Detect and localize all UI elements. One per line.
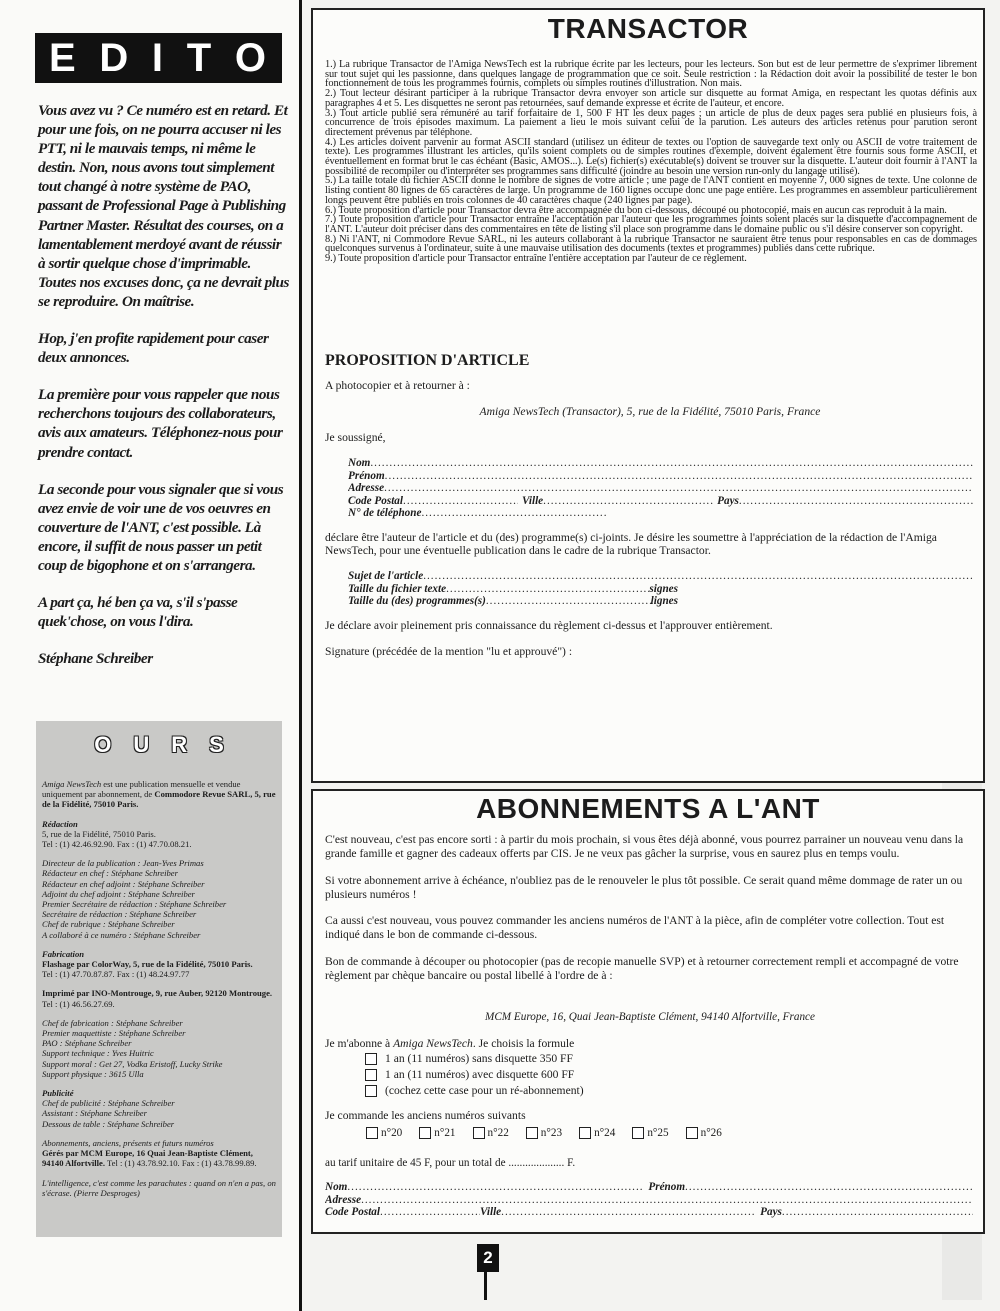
- checkbox[interactable]: [365, 1069, 377, 1081]
- edito-letter: T: [186, 35, 214, 80]
- ours-line: Directeur de la publication : Jean-Yves Primas: [42, 858, 204, 869]
- field-label: Pays: [760, 1206, 782, 1219]
- ours-line: Imprimé par INO-Montrouge, 9, rue Auber, 92120 Montrouge.: [42, 988, 273, 999]
- issue-checkbox[interactable]: [579, 1127, 615, 1139]
- ours-line: Abonnements, anciens, présents et futurs numéros: [42, 1137, 214, 1148]
- ours-line: 5, rue de la Fidélité, 75010 Paris.: [42, 828, 156, 839]
- sujet-field[interactable]: [348, 570, 973, 583]
- transactor-rules: [325, 60, 977, 264]
- field-label: Ville: [480, 1206, 502, 1219]
- rule: 9.) Toute proposition d'article pour Transactor entraîne l'entière acceptation par l'auteur de ce règlement.: [325, 253, 747, 265]
- taille-texte-field[interactable]: [348, 583, 678, 596]
- edito-paragraph: Vous avez vu ? Ce numéro est en retard. Et pour une fois, on ne pourra accuser ni les PTT, ni le mauvais temps, ni même le destin. Non, nous avons tout simplement tout changé à notre système de PAO, passant de Professional Page à Publishing Partner Master. Résultat des courses, on a lamentablement merdoyé avant de réussir à sortir quelque chose d'imprimable. Toutes nos excuses donc, ça ne devrait plus se reproduire. On maîtrise.: [38, 102, 289, 310]
- cp-ville-pays-field[interactable]: [325, 1206, 973, 1219]
- soussigne-label: Je soussigné,: [325, 431, 386, 444]
- abonnement-form: [325, 1181, 973, 1219]
- abonnements-paragraph: Si votre abonnement arrive à échéance, n'oubliez pas de le renouveler le plus tôt possible. Ce serait quand même dommage de rater un ou plusieurs numéros !: [325, 873, 963, 901]
- ours-line: Support technique : Yves Huitric: [42, 1048, 154, 1059]
- abonne-label: [325, 1037, 574, 1050]
- checkbox[interactable]: [366, 1127, 378, 1139]
- declaration-reglement: Je déclare avoir pleinement pris connaissance du règlement ci-dessus et l'approuver entièrement.: [325, 619, 773, 632]
- ours-chef: [42, 1018, 276, 1079]
- issue-checkbox[interactable]: [686, 1127, 722, 1139]
- rule: 1.) La rubrique Transactor de l'Amiga NewsTech est la rubrique écrite par les lecteurs, pour les lecteurs. Son but est de leur permettre de s'exprimer librement sur tout sujet qui les passionne, dans quelques langage de programmation que ce soit. Seule restriction : la Rédaction doit avoir la possibilité de tester le bon fonctionnement de tous les programmes fournis, complets ou simples routines d'illustration. Non mais.: [325, 59, 977, 90]
- rule: 2.) Tout lecteur désirant participer à la rubrique Transactor devra envoyer son article sur disquette au format Amiga, en respectant les quotas définis aux paragraphes 4 et 5. Les disquettes ne seront pas retournées, sauf demande expresse et écrite de l'auteur, et encore.: [325, 88, 977, 109]
- ours-line: Adjoint du chef adjoint : Stéphane Schreiber: [42, 888, 195, 899]
- unit-label: lignes: [650, 595, 678, 607]
- edito-paragraph: La première pour vous rappeler que nous recherchons toujours des collaborateurs, avis aux amateurs. Téléphonez-nous pour prendre contact.: [38, 386, 283, 461]
- field-label: Prénom: [648, 1181, 686, 1193]
- transactor-address: Amiga NewsTech (Transactor), 5, rue de la Fidélité, 75010 Paris, France: [479, 405, 821, 418]
- ours-line: Tel : (1) 47.70.87.87. Fax : (1) 48.24.97.77: [42, 969, 190, 980]
- checkbox[interactable]: [419, 1127, 431, 1139]
- ours-redaction: [42, 819, 276, 850]
- tarif-line: au tarif unitaire de 45 F, pour un total de .................... F.: [325, 1157, 576, 1169]
- issue-label: n°24: [594, 1127, 616, 1139]
- rule: 7.) Toute proposition d'article pour Transactor entraîne l'acceptation par l'auteur que les programmes joints soient placés sur la disquette d'accompagnement de l'ANT. L'auteur doit préciser dans des commentaires en tête de listing s'il place son programme dans le domaine public ou s'il désire conserver son copyright.: [325, 214, 977, 235]
- checkbox[interactable]: [365, 1053, 377, 1065]
- field-label: Ville: [522, 494, 544, 507]
- ours-line: Secrétaire de rédaction : Stéphane Schreiber: [42, 909, 197, 920]
- abonnements-paragraph: Bon de commande à découper ou photocopier (pas de recopie manuelle SVP) et à retourner correctement rempli et accompagné de votre règlement par chèque bancaire ou postal libellé à l'ordre de à :: [325, 954, 959, 983]
- ours-quote-text: L'intelligence, c'est comme les parachutes : quand on n'en a pas, on s'écrase. (Pierre Desproges): [42, 1177, 276, 1198]
- nom-prenom-field[interactable]: [325, 1181, 973, 1194]
- ours-line: Flashage par ColorWay, 5, rue de la Fidélité, 75010 Paris.: [42, 959, 253, 970]
- issue-checkbox[interactable]: [526, 1127, 562, 1139]
- rule: 3.) Tout article publié sera rémunéré au tarif forfaitaire de 1, 500 F HT les deux pages ; un article de plus de deux pages sera publié en plusieurs fois, à concurrence de trois épisodes maximum. La paiement a lieu le mois suivant celui de la parution. Les auteurs des articles retenus pour parution seront directement prévenus par téléphone.: [325, 107, 977, 138]
- ours-line: A collaboré à ce numéro : Stéphane Schreiber: [42, 929, 201, 940]
- checkbox[interactable]: [686, 1127, 698, 1139]
- ours-line: Premier maquettiste : Stéphane Schreiber: [42, 1028, 186, 1039]
- mcm-address: MCM Europe, 16, Quai Jean-Baptiste Clément, 94140 Alfortville, France: [485, 1011, 815, 1023]
- ours-letter: S: [209, 732, 224, 757]
- checkbox[interactable]: [526, 1127, 538, 1139]
- ours-line: Rédacteur en chef adjoint : Stéphane Schreiber: [42, 878, 205, 889]
- adresse-field[interactable]: [348, 482, 973, 495]
- rule: 8.) Ni l'ANT, ni Commodore Revue SARL, ni les auteurs collaborant à la rubrique Transactor ne sauraient être tenus pour responsables en cas de dommages quelconques survenus à l'ordinateur, suite à une mauvaise utilisation des documents (textes et programmes) publiés dans cette rubrique.: [325, 233, 977, 255]
- issue-label: n°20: [381, 1127, 403, 1139]
- abonnements-paragraph: Ca aussi c'est nouveau, vous pouvez commander les anciens numéros de l'ANT à la pièce, afin de compléter votre collection. Tout est indiqué dans le bon de commande ci-dessous.: [325, 914, 945, 942]
- issue-checkbox[interactable]: [632, 1127, 668, 1139]
- edito-paragraph: A part ça, hé ben ça va, s'il s'passe quek'chose, on vous l'dira.: [38, 594, 238, 631]
- ours-fabrication-title: Fabrication: [42, 948, 85, 959]
- declaration: déclare être l'auteur de l'article et du (des) programme(s) ci-joints. Je désire les soumettre à l'appréciation de la rédaction de l'Amiga NewsTech, pour une éventuelle publication dans le cadre de la rubrique Transactor.: [325, 531, 937, 558]
- edito-paragraph: Hop, j'en profite rapidement pour caser deux annonces.: [38, 330, 269, 367]
- ours-publicite: [42, 1088, 276, 1129]
- ours-fabrication: [42, 949, 276, 980]
- ours-publicite-title: Publicité: [42, 1088, 74, 1099]
- photocopy-note: A photocopier et à retourner à :: [325, 379, 470, 392]
- edito-paragraph: La seconde pour vous signaler que si vous avez envie de voir une de vos oeuvres en couverture de l'ANT, c'est possible. Là encore, il suffit de nous passer un petit coup de bigophone et on s'arrangera.: [38, 480, 284, 574]
- field-label: Sujet de l'article: [348, 570, 424, 582]
- unit-label: signes: [649, 582, 678, 595]
- field-label: Prénom: [348, 469, 385, 482]
- option-label: 1 an (11 numéros) sans disquette 350 FF: [385, 1052, 573, 1065]
- ours-intro-company: Commodore Revue SARL, 5, rue de la Fidélité, 75010 Paris.: [42, 789, 276, 810]
- taille-programmes-field[interactable]: [348, 595, 678, 608]
- signature-label: Signature (précédée de la mention "lu et approuvé") :: [325, 645, 573, 658]
- edito-heading: [35, 33, 282, 83]
- edito-signature: Stéphane Schreiber: [38, 650, 153, 668]
- issue-label: n°22: [487, 1127, 509, 1139]
- telephone-field[interactable]: [348, 507, 608, 520]
- abonnements-box: [311, 789, 985, 1234]
- ours-redaction-title: Rédaction: [42, 818, 78, 829]
- checkbox[interactable]: [365, 1085, 377, 1097]
- edito-letter: O: [234, 35, 268, 80]
- ours-letter: R: [171, 732, 188, 757]
- prenom-field[interactable]: [348, 470, 973, 483]
- nom-field[interactable]: [348, 457, 973, 470]
- commande-label: Je commande les anciens numéros suivants: [325, 1109, 526, 1122]
- ours-abonnements: [42, 1138, 276, 1169]
- ours-line: Gérés par MCM Europe, 16 Quai Jean-Baptiste Clément, 94140 Alfortville.: [42, 1148, 253, 1169]
- ours-intro: [42, 779, 276, 810]
- left-column: [0, 0, 302, 1311]
- issue-checkbox[interactable]: [366, 1127, 402, 1139]
- issue-label: n°26: [700, 1127, 722, 1139]
- abonne-mag: Amiga NewsTech: [393, 1037, 473, 1050]
- field-label: Code Postal: [348, 494, 404, 507]
- ours-line: Tel : (1) 43.78.92.10. Fax : (1) 43.78.99.89.: [105, 1158, 257, 1169]
- field-label: Nom: [325, 1181, 348, 1193]
- ours-line: Premier Secrétaire de rédaction : Stéphane Schreiber: [42, 899, 227, 910]
- abonnements-body: [325, 833, 975, 995]
- ours-line: Dessous de table : Stéphane Schreiber: [42, 1118, 175, 1129]
- option-label: (cochez cette case pour un ré-abonnement): [385, 1084, 584, 1097]
- ours-line: Chef de fabrication : Stéphane Schreiber: [42, 1017, 183, 1028]
- ours-line: Chef de publicité : Stéphane Schreiber: [42, 1098, 175, 1109]
- checkbox[interactable]: [473, 1127, 485, 1139]
- field-label: Taille du (des) programmes(s): [348, 595, 486, 607]
- edito-letter: E: [49, 35, 78, 80]
- issue-label: n°23: [540, 1127, 563, 1139]
- abonne-prefix: Je m'abonne à: [325, 1037, 394, 1050]
- field-label: N° de téléphone: [348, 507, 422, 519]
- option-sans-disquette[interactable]: [365, 1052, 573, 1065]
- ours-intro-mag: Amiga NewsTech: [42, 779, 102, 789]
- page-number: 2: [477, 1244, 499, 1272]
- edito-body: [38, 101, 290, 668]
- page-marker: [484, 1272, 487, 1300]
- field-label: Adresse: [325, 1193, 362, 1206]
- issue-label: n°25: [647, 1127, 669, 1139]
- rule: 5.) La taille totale du fichier ASCII donne le nombre de signes de votre article ; une page de l'ANT contient en moyenne 7, 000 signes de texte. Une colonne de listing contient 80 lignes de 65 caractères de large. Un programme de 160 lignes occupe donc une page entière. Les programmes en assembleur particulièrement longs peuvent être publiés en trois colonnes de 40 caractères chaque (240 lignes par page).: [325, 175, 977, 206]
- ours-heading: [42, 721, 276, 769]
- checkbox[interactable]: [632, 1127, 644, 1139]
- ours-imprime: [42, 988, 276, 1008]
- ours-staff: [42, 858, 276, 940]
- transactor-title: TRANSACTOR: [547, 13, 749, 44]
- field-label: Nom: [348, 457, 371, 469]
- ours-line: Chef de rubrique : Stéphane Schreiber: [42, 919, 175, 930]
- ours-line: Tel : (1) 42.46.92.90. Fax : (1) 47.70.08.21.: [42, 839, 192, 850]
- ours-line: Tel : (1) 46.56.27.69.: [42, 998, 115, 1009]
- abonne-suffix: . Je choisis la formule: [472, 1037, 575, 1050]
- issue-checkbox[interactable]: [419, 1127, 455, 1139]
- ours-line: PAO : Stéphane Schreiber: [42, 1038, 132, 1049]
- issues-list: [366, 1127, 722, 1139]
- ours-line: Support moral : Get 27, Vodka Eristoff, Lucky Strike: [42, 1058, 223, 1069]
- rule: 4.) Les articles doivent parvenir au format ASCII standard (utilisez un éditeur de textes ou l'option de sauvegarde text only ou ASCII de votre traitement de texte). Les programmes illustrant les articles, qu'ils soient complets ou de simples routines d'exemple, doivent également être fournis sous forme ASCII, et éventuellement en format brut le cas échéant (Basic, AMOS...). Le(s) fichier(s) exécutable(s) doivent se trouver sur la disquette. L'auteur doit fournir à l'ANT la possibilité de recompiler ou d'interpréter ses programmes sans difficulté (joindre au besoin une version run-only du langage utilisé).: [325, 136, 977, 177]
- option-reabonnement[interactable]: [365, 1084, 584, 1097]
- issue-checkbox[interactable]: [473, 1127, 509, 1139]
- cp-ville-pays-field[interactable]: [348, 495, 973, 508]
- ours-box: [36, 721, 282, 1237]
- ours-credits: [42, 769, 276, 1198]
- ours-quote: [42, 1178, 276, 1198]
- ours-letter: U: [133, 732, 150, 757]
- adresse-field[interactable]: [325, 1194, 973, 1207]
- field-label: Adresse: [348, 482, 385, 494]
- rule: 6.) Toute proposition d'article pour Transactor devra être accompagnée du bon ci-dessous, découpé ou photocopié, mais en aucun cas reproduit à la main.: [325, 204, 947, 216]
- ours-line: Assistant : Stéphane Schreiber: [42, 1108, 147, 1119]
- ours-intro-text: est une publication mensuelle et vendue uniquement par abonnement, de: [42, 779, 241, 800]
- field-label: Code Postal: [325, 1206, 381, 1219]
- checkbox[interactable]: [579, 1127, 591, 1139]
- abonnements-paragraph: C'est nouveau, c'est pas encore sorti : à partir du mois prochain, si vous êtes déjà abonné, vous pourrez parrainer un nouveau venu dans la grande famille et gagner des cadeaux offerts par CIS. Je ne veux pas gâcher la surprise, vous en saurez plus en temps voulu.: [325, 833, 964, 861]
- issue-label: n°21: [434, 1127, 456, 1139]
- transactor-box: [311, 8, 985, 783]
- option-label: 1 an (11 numéros) avec disquette 600 FF: [385, 1068, 575, 1081]
- abonnements-title: ABONNEMENTS A L'ANT: [476, 793, 820, 824]
- ours-line: Support physique : 3615 Ulla: [42, 1068, 144, 1079]
- option-avec-disquette[interactable]: [365, 1068, 574, 1081]
- edito-letter: I: [151, 35, 166, 80]
- field-label: Pays: [717, 494, 739, 507]
- ours-line: Rédacteur en chef : Stéphane Schreiber: [42, 868, 178, 879]
- proposition-title: PROPOSITION D'ARTICLE: [325, 352, 530, 369]
- field-label: Taille du fichier texte: [348, 582, 447, 595]
- edito-letter: D: [99, 35, 131, 80]
- ours-letter: O: [94, 732, 112, 757]
